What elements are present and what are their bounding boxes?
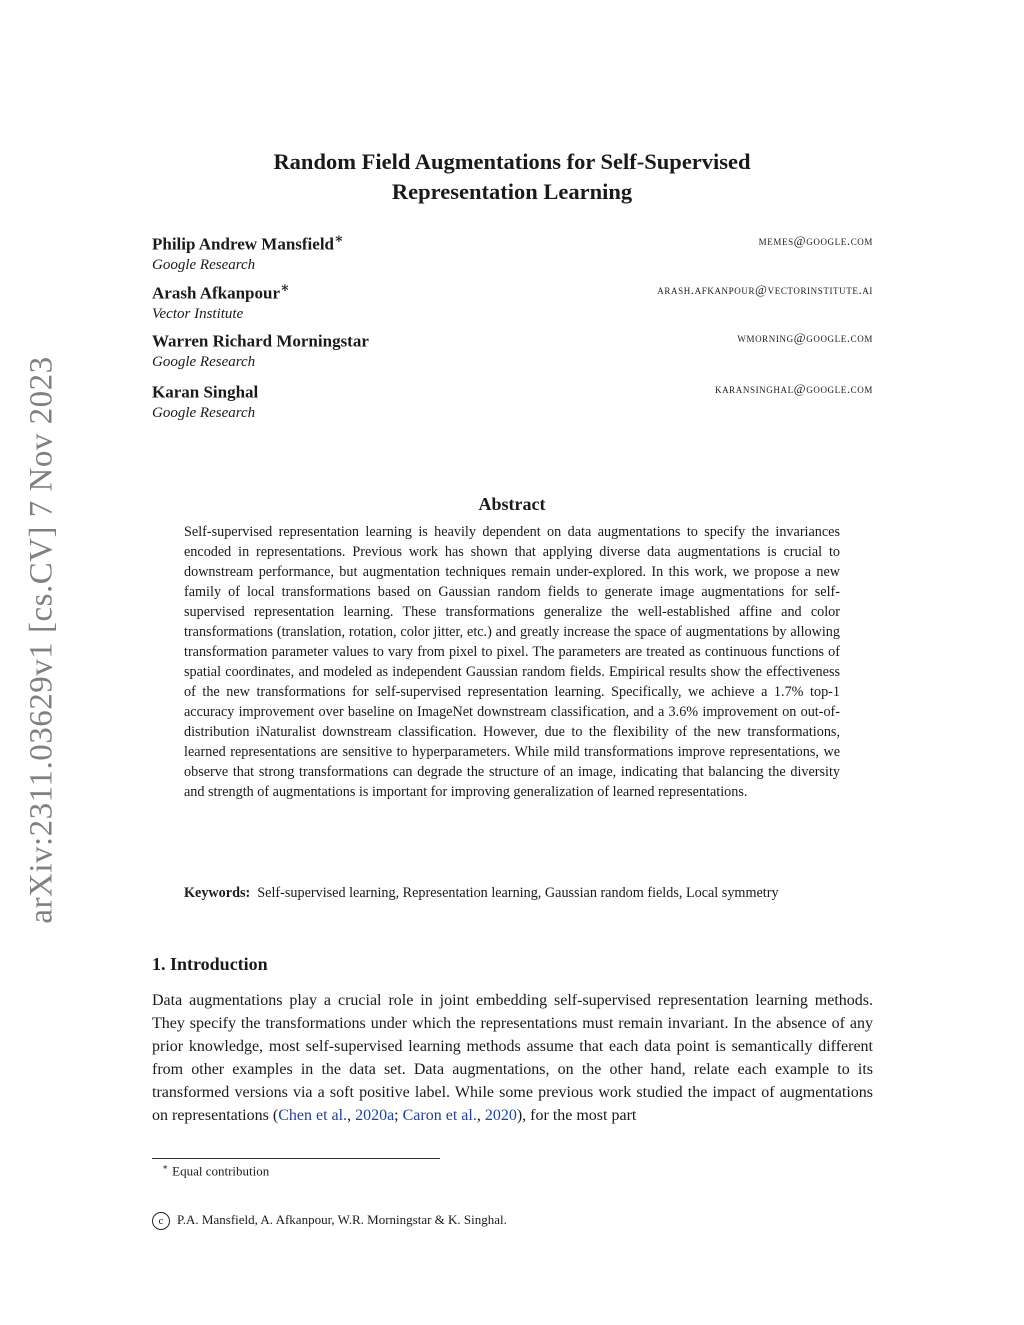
footnote-divider xyxy=(152,1158,440,1159)
abstract-body: Self-supervised representation learning is heavily dependent on data augmentations to specify the invariances encoded in representations. Previous work has shown that applying diverse data augmentations is crucial to downstream performance, but augmentation techniques remain under-explored. In this work, we propose a new family of local transformations based on Gaussian random fields to generate image augmentations for self-supervised representation learning. These transformations generalize the well-established affine and color transformations (translation, rotation, color jitter, etc.) and greatly increase the space of augmentations by allowing transformation parameter values to vary from pixel to pixel. The parameters are treated as continuous functions of spatial coordinates, and modeled as independent Gaussian random fields. Empirical results show the effectiveness of the new transformations for self-supervised representation learning. Specifically, we achieve a 1.7% top-1 accuracy improvement over baseline on ImageNet downstream classification, and a 3.6% improvement on out-of-distribution iNaturalist downstream classification. However, due to the flexibility of the new transformations, learned representations are sensitive to hyperparameters. While mild transformations improve representations, we observe that strong transformations can degrade the structure of an image, indicating that balancing the diversity and strength of augmentations is important for improving generalization of learned representations. xyxy=(184,524,840,800)
author-email[interactable]: karansinghal@google.com xyxy=(714,381,873,396)
author-block xyxy=(152,379,873,422)
footnote-mark: ∗ xyxy=(162,1162,169,1172)
footnote-text: Equal contribution xyxy=(172,1163,270,1179)
author-block xyxy=(152,231,873,274)
author-block xyxy=(152,280,873,323)
equal-contribution-mark: ∗ xyxy=(334,231,344,247)
arxiv-identifier: arXiv:2311.03629v1 [cs.CV] 7 Nov 2023 xyxy=(23,356,60,924)
footnote xyxy=(162,1162,269,1179)
copyright-text: P.A. Mansfield, A. Afkanpour, W.R. Morningstar & K. Singhal. xyxy=(177,1212,507,1227)
author-block xyxy=(152,328,873,371)
copyright-icon: c xyxy=(152,1212,170,1230)
keywords xyxy=(184,883,840,903)
copyright-line xyxy=(152,1212,507,1230)
author-affiliation: Google Research xyxy=(152,404,256,421)
citation-link[interactable]: 2020 xyxy=(484,1107,517,1124)
citation-link[interactable]: 2020a xyxy=(355,1107,395,1124)
author-affiliation: Google Research xyxy=(152,353,256,370)
keywords-list: Self-supervised learning, Representation learning, Gaussian random fields, Local symmetry xyxy=(257,885,779,901)
author-affiliation: Google Research xyxy=(152,256,256,273)
abstract-heading: Abstract xyxy=(478,494,546,514)
paper-title xyxy=(152,147,872,207)
author-email[interactable]: memes@google.com xyxy=(758,233,873,248)
author-name: Philip Andrew Mansfield∗ xyxy=(152,231,344,254)
equal-contribution-mark: ∗ xyxy=(280,280,290,296)
keywords-label: Keywords: xyxy=(184,885,251,901)
introduction-paragraph: Data augmentations play a crucial role in joint embedding self-supervised representation learning methods. They specify the transformations under which the representations must remain invariant. In the absence of any prior knowledge, most self-supervised learning methods assume that each data point is semantically different from other examples in the data set. Data augmentations, on the other hand, relate each example to its transformed versions via a soft positive label. While some previous work studied the impact of augmentations on representations (Chen et al., 2020a; Caron et al., 2020), for the most part xyxy=(152,992,873,1124)
author-name: Arash Afkanpour∗ xyxy=(152,280,290,303)
author-email[interactable]: wmorning@google.com xyxy=(737,330,873,345)
author-email[interactable]: arash.afkanpour@vectorinstitute.ai xyxy=(657,282,873,297)
author-affiliation: Vector Institute xyxy=(152,305,244,322)
citation-link[interactable]: Caron et al. xyxy=(402,1107,477,1124)
author-name: Karan Singhal xyxy=(152,382,259,402)
title-line-2: Representation Learning xyxy=(391,179,633,204)
section-heading-introduction: 1. Introduction xyxy=(152,954,268,974)
title-line-1: Random Field Augmentations for Self-Supervised xyxy=(273,149,751,174)
author-name: Warren Richard Morningstar xyxy=(152,331,369,351)
citation-link[interactable]: Chen et al. xyxy=(278,1107,348,1124)
